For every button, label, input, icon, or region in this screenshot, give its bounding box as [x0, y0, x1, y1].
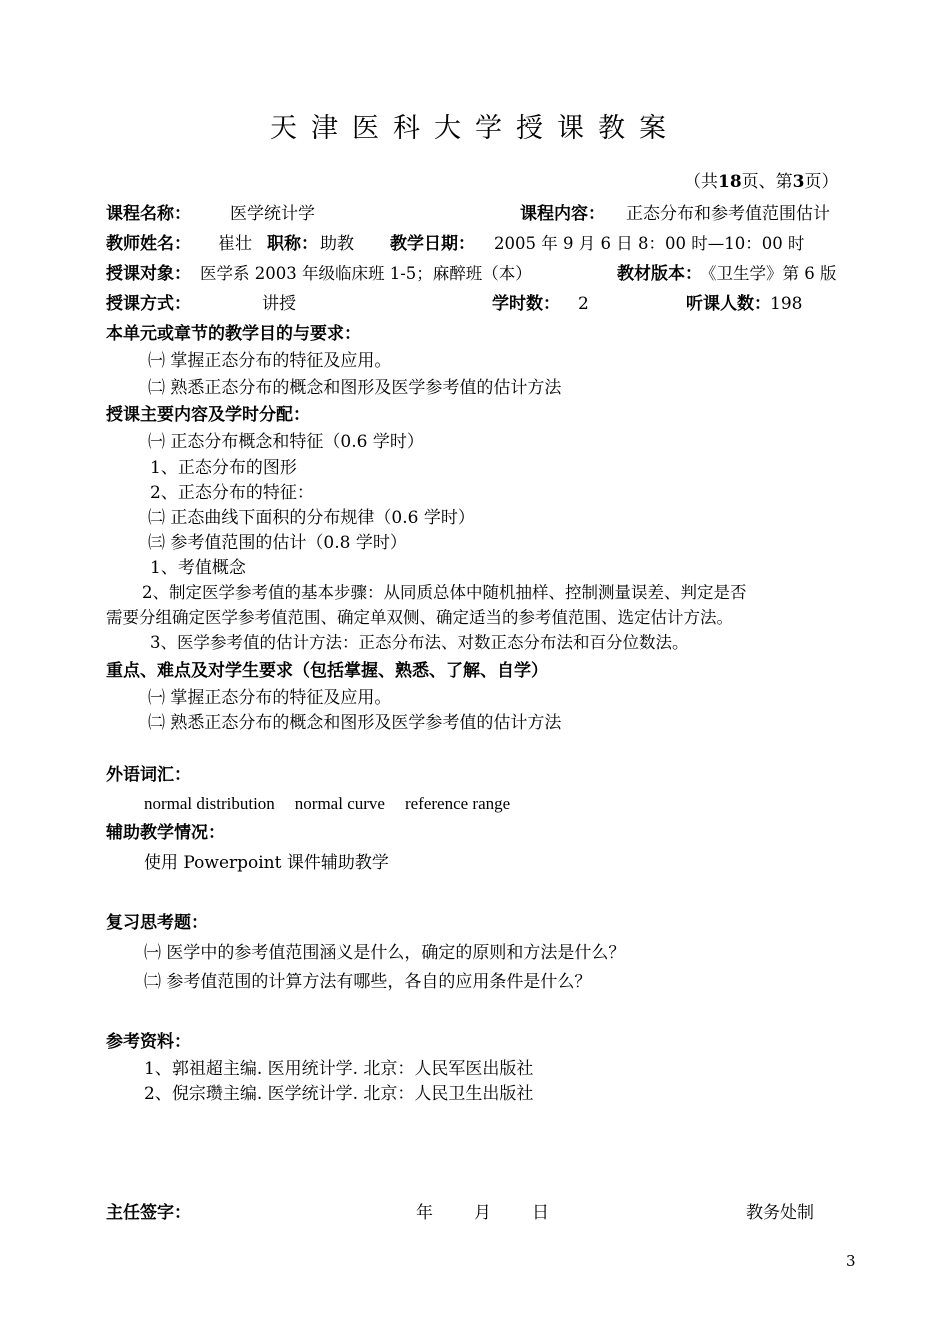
- page-title: 天津医科大学授课教案: [270, 113, 680, 144]
- course-name-value: 医学统计学: [230, 204, 315, 224]
- list-item: ㈠ 医学中的参考值范围涵义是什么，确定的原则和方法是什么？: [144, 943, 626, 963]
- method-value: 讲授: [262, 294, 296, 314]
- list-item: 1、考值概念: [150, 558, 246, 578]
- aids-text: 使用 Powerpoint 课件辅助教学: [144, 853, 389, 873]
- list-item: 1、正态分布的图形: [150, 458, 297, 478]
- list-item: 2、倪宗瓒主编. 医学统计学. 北京：人民卫生出版社: [144, 1084, 534, 1104]
- vocabulary-heading: 外语词汇：: [106, 765, 191, 785]
- list-item: ㈢ 参考值范围的估计（0.8 学时）: [148, 533, 407, 553]
- rank-label: 职称：: [267, 234, 318, 254]
- course-content-label: 课程内容：: [520, 204, 605, 224]
- list-item: ㈡ 参考值范围的计算方法有哪些，各自的应用条件是什么？: [144, 972, 592, 992]
- paragraph-line: 需要分组确定医学参考值范围、确定单双侧、确定适当的参考值范围、选定估计方法。: [106, 608, 733, 627]
- main-content-heading: 授课主要内容及学时分配：: [106, 405, 310, 425]
- listeners-label: 听课人数：: [686, 294, 771, 314]
- key-points-heading: 重点、难点及对学生要求（包括掌握、熟悉、了解、自学）: [106, 661, 548, 681]
- course-name-label: 课程名称：: [106, 204, 191, 224]
- teacher-label: 教师姓名：: [106, 234, 191, 254]
- list-item: ㈡ 熟悉正态分布的概念和图形及医学参考值的估计方法: [148, 713, 562, 733]
- teacher-value: 崔壮: [218, 234, 252, 254]
- audience-label: 授课对象：: [106, 264, 191, 284]
- vocab-term: normal curve: [294, 794, 385, 813]
- page-info: [684, 171, 839, 193]
- rank-value: 助教: [320, 234, 354, 254]
- list-item: 1、郭祖超主编. 医用统计学. 北京：人民军医出版社: [144, 1059, 534, 1079]
- office-name: 教务处制: [746, 1203, 814, 1223]
- aids-heading: 辅助教学情况：: [106, 823, 225, 843]
- total-pages: 18: [718, 172, 742, 192]
- current-page: 3: [792, 172, 805, 192]
- course-content-value: 正态分布和参考值范围估计: [626, 204, 830, 224]
- page-info-close: 页）: [804, 172, 839, 192]
- signature-label: 主任签字：: [106, 1203, 191, 1223]
- paragraph-line: 2、制定医学参考值的基本步骤：从同质总体中随机抽样、控制测量误差、判定是否: [142, 583, 747, 602]
- hours-value: 2: [578, 294, 589, 314]
- list-item: ㈠ 掌握正态分布的特征及应用。: [148, 351, 392, 371]
- date-day: 日: [532, 1203, 549, 1223]
- paragraph-line: 3、医学参考值的估计方法：正态分布法、对数正态分布法和百分位数法。: [150, 633, 689, 652]
- teaching-date-value: 2005 年 9 月 6 日 8：00 时—10：00 时: [494, 234, 805, 253]
- page-info-open: （共: [684, 172, 718, 192]
- list-item: ㈠ 掌握正态分布的特征及应用。: [148, 688, 392, 708]
- list-item: ㈡ 正态曲线下面积的分布规律（0.6 学时）: [148, 508, 475, 528]
- date-year: 年: [416, 1203, 433, 1223]
- list-item: 2、正态分布的特征：: [150, 483, 314, 503]
- page-number: 3: [846, 1252, 856, 1270]
- page-info-mid: 页、第: [741, 172, 793, 192]
- list-item: ㈡ 熟悉正态分布的概念和图形及医学参考值的估计方法: [148, 378, 562, 398]
- textbook-label: 教材版本：: [617, 264, 702, 284]
- references-heading: 参考资料：: [106, 1032, 191, 1052]
- list-item: ㈠ 正态分布概念和特征（0.6 学时）: [148, 432, 424, 452]
- review-heading: 复习思考题：: [106, 913, 208, 933]
- textbook-value: 《卫生学》第 6 版: [700, 264, 837, 283]
- vocab-term: reference range: [404, 794, 511, 813]
- vocabulary-terms: [144, 793, 510, 815]
- vocab-term: normal distribution: [144, 794, 275, 813]
- audience-value: 医学系 2003 年级临床班 1-5；麻醉班（本）: [200, 264, 532, 283]
- method-label: 授课方式：: [106, 294, 191, 314]
- listeners-value: 198: [770, 294, 803, 314]
- hours-label: 学时数：: [492, 294, 560, 314]
- teaching-date-label: 教学日期：: [390, 234, 475, 254]
- objectives-heading: 本单元或章节的教学目的与要求：: [106, 324, 361, 344]
- date-month: 月: [474, 1203, 491, 1223]
